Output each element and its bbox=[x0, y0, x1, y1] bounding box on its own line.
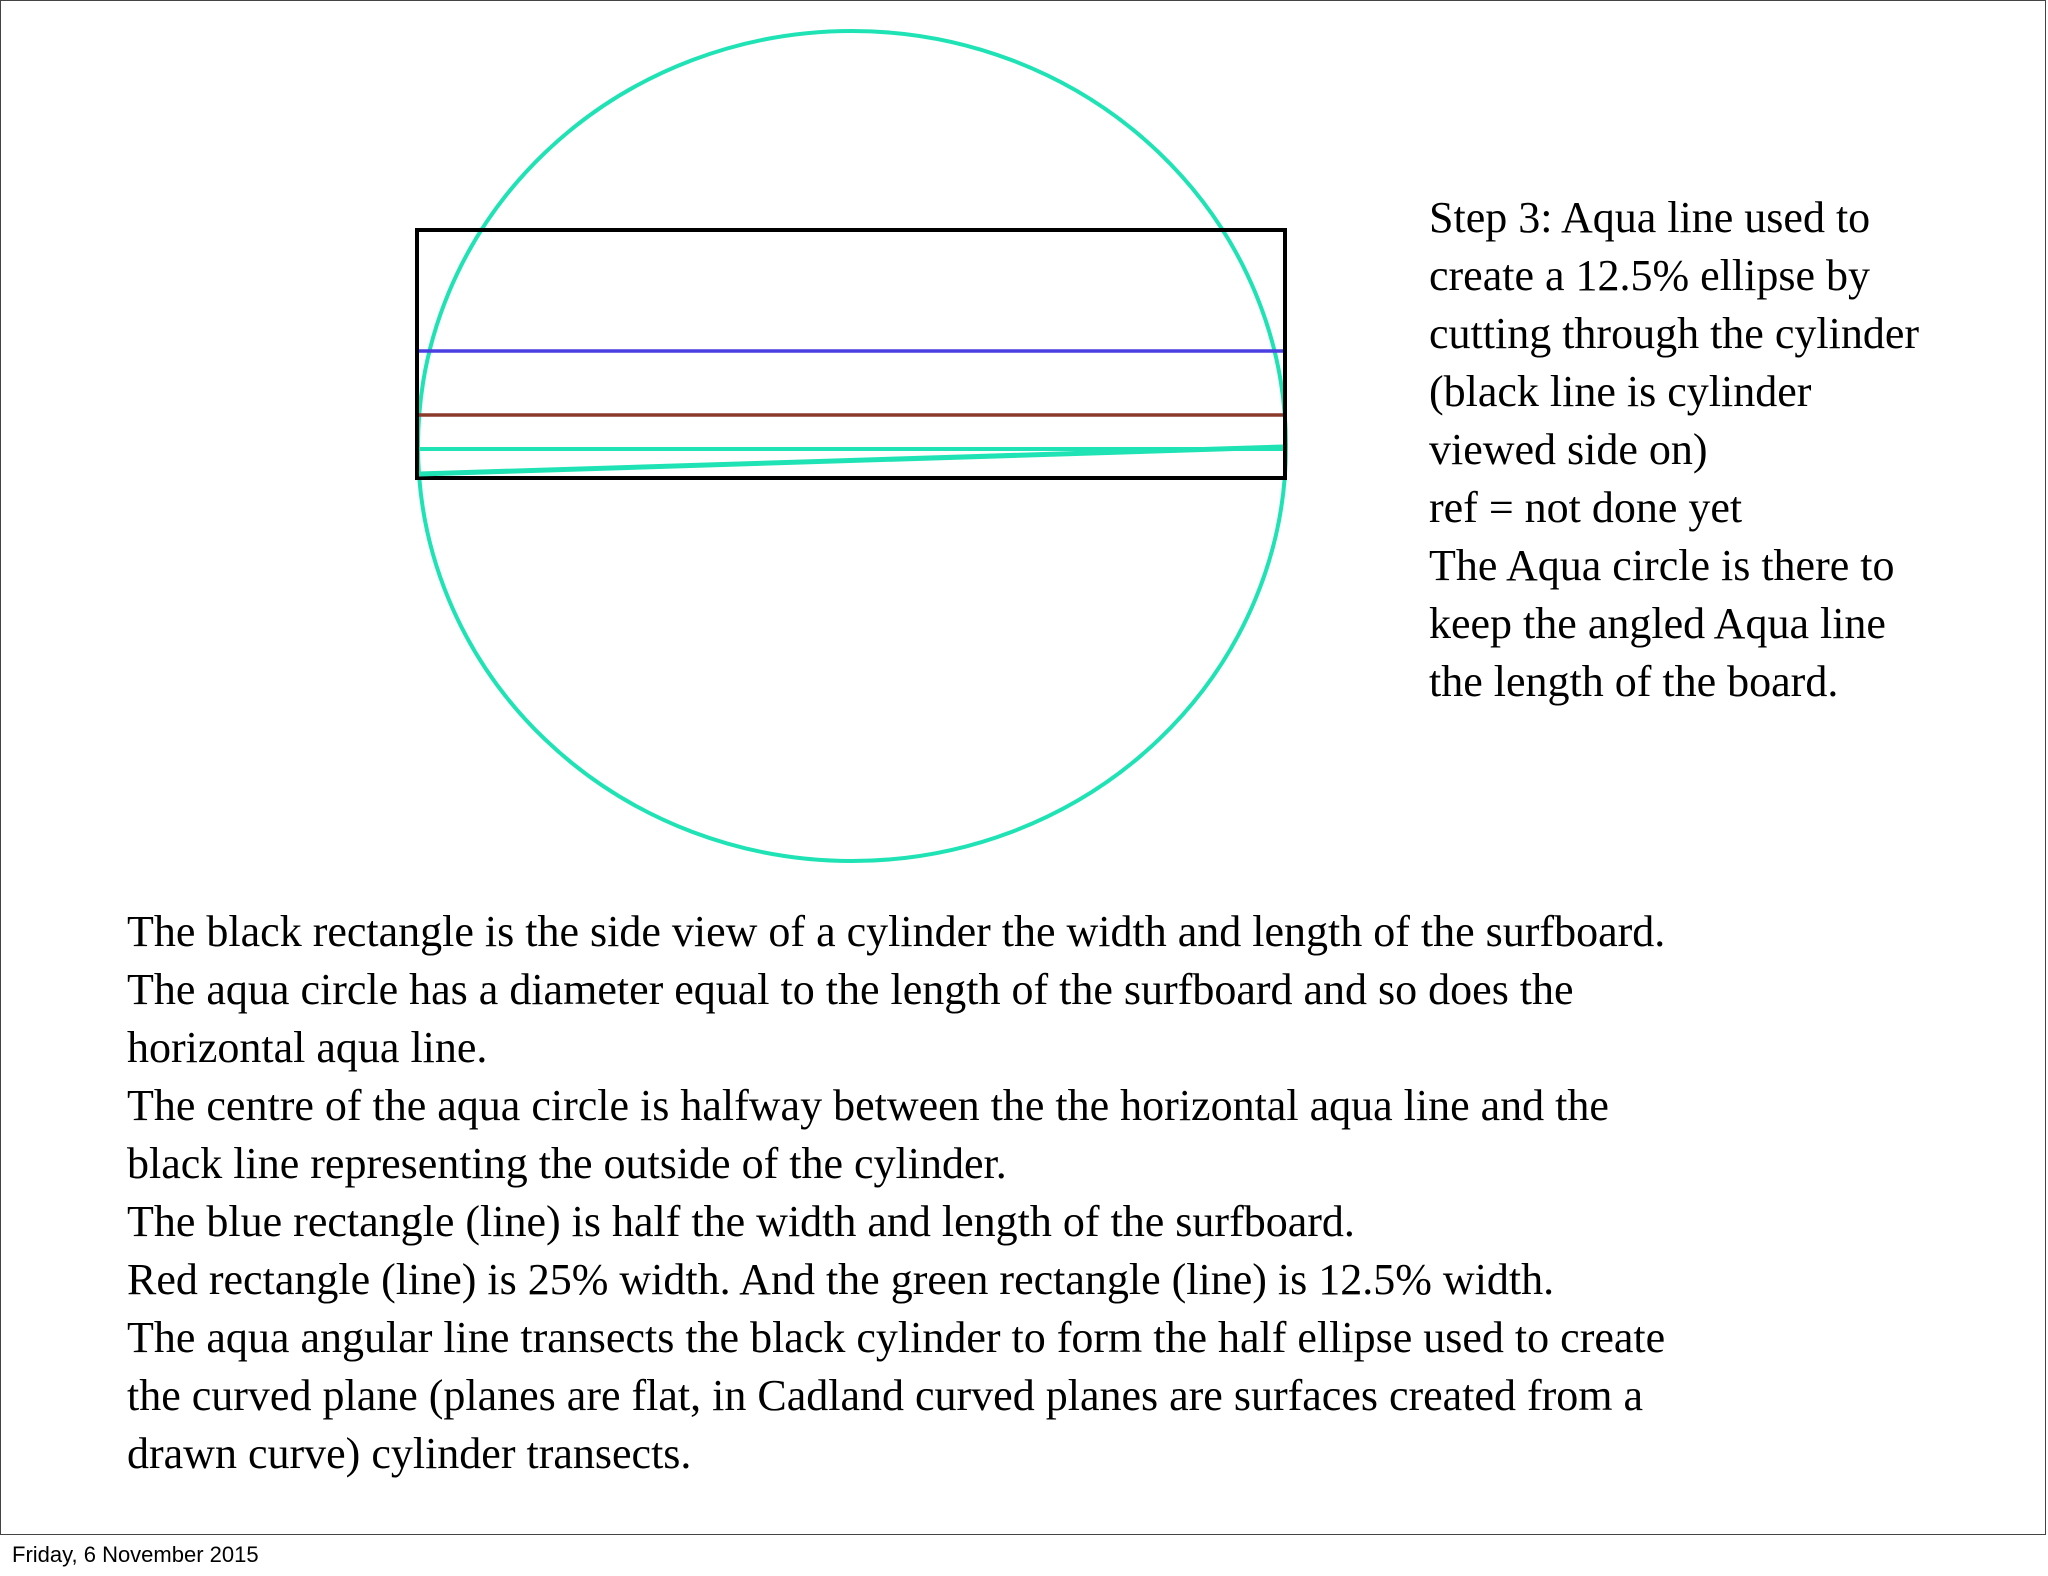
explanation-line: The aqua circle has a diameter equal to the length of the surfboard and so does the bbox=[127, 965, 1574, 1014]
step-caption-line: ref = not done yet bbox=[1429, 483, 1743, 532]
step-caption-line: create a 12.5% ellipse by bbox=[1429, 251, 1871, 300]
explanation-line: The aqua angular line transects the black cylinder to form the half ellipse used to create bbox=[127, 1313, 1666, 1362]
explanation-line: The blue rectangle (line) is half the width and length of the surfboard. bbox=[127, 1197, 1355, 1246]
step-caption-line: cutting through the cylinder bbox=[1429, 309, 1919, 358]
black-cylinder-rectangle bbox=[417, 230, 1285, 478]
explanation-line: Red rectangle (line) is 25% width. And the green rectangle (line) is 12.5% width. bbox=[127, 1255, 1555, 1304]
explanation-line: black line representing the outside of the cylinder. bbox=[127, 1139, 1007, 1188]
explanation-line: The centre of the aqua circle is halfway between the the horizontal aqua line and the bbox=[127, 1081, 1609, 1130]
step-caption-line: keep the angled Aqua line bbox=[1429, 599, 1886, 648]
explanation-text bbox=[127, 903, 2007, 1483]
step-caption-line: The Aqua circle is there to bbox=[1429, 541, 1895, 590]
angled-aqua-line bbox=[419, 447, 1283, 474]
aqua-circle bbox=[418, 31, 1286, 861]
explanation-line: the curved plane (planes are flat, in Cadland curved planes are surfaces created from a bbox=[127, 1371, 1644, 1420]
explanation-line: drawn curve) cylinder transects. bbox=[127, 1429, 692, 1478]
explanation-line: The black rectangle is the side view of a cylinder the width and length of the surfboard. bbox=[127, 907, 1666, 956]
step-caption bbox=[1429, 189, 2029, 711]
step-caption-line: (black line is cylinder bbox=[1429, 367, 1812, 416]
step-caption-line: the length of the board. bbox=[1429, 657, 1839, 706]
step-caption-line: viewed side on) bbox=[1429, 425, 1708, 474]
footer-date: Friday, 6 November 2015 bbox=[12, 1542, 259, 1567]
step-caption-line: Step 3: Aqua line used to bbox=[1429, 193, 1871, 242]
explanation-line: horizontal aqua line. bbox=[127, 1023, 488, 1072]
